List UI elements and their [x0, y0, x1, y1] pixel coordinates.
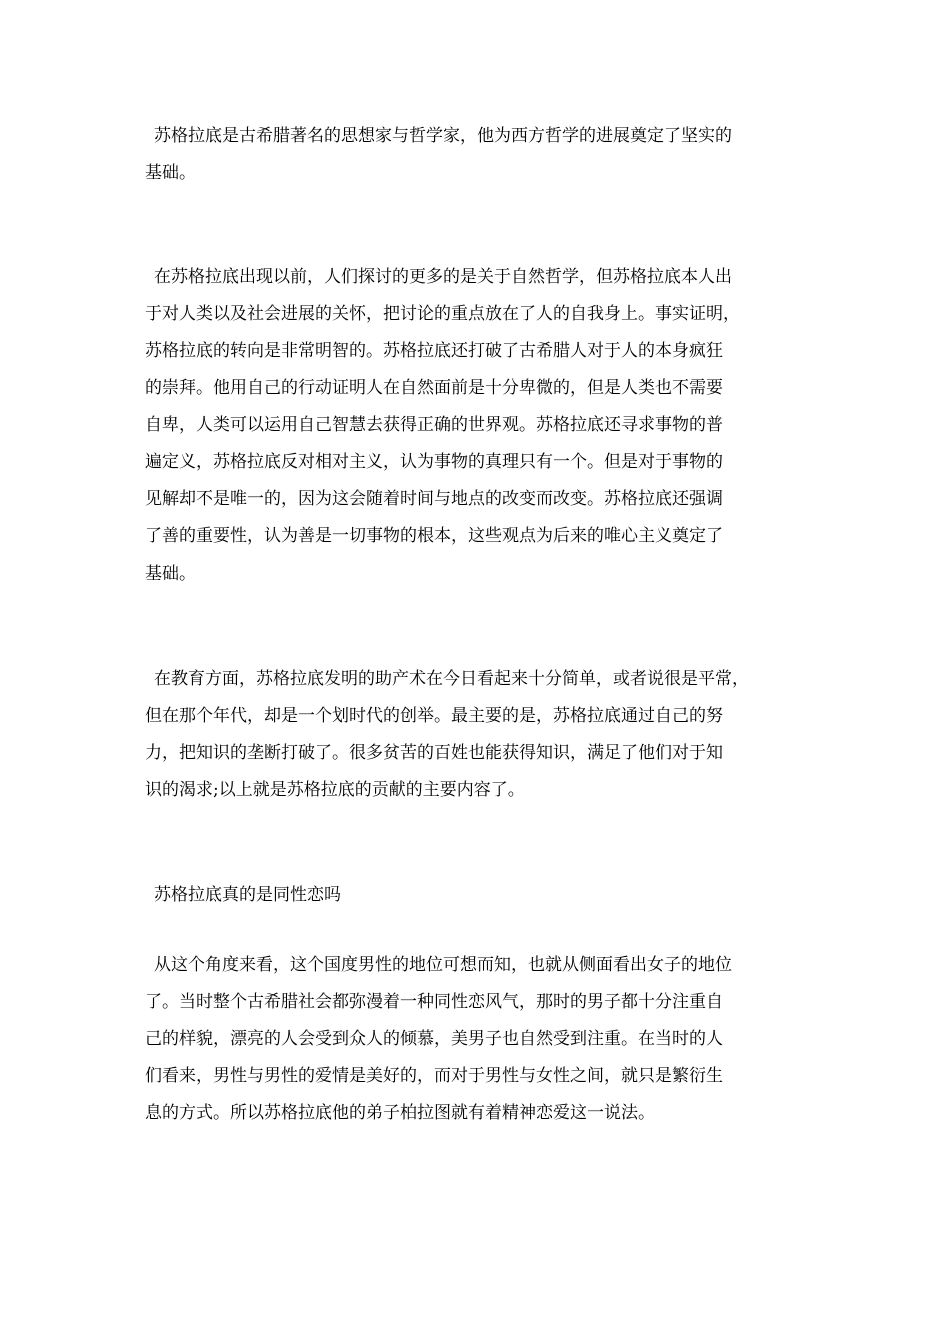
text-line: 了善的重要性，认为善是一切事物的根本，这些观点为后来的唯心主义奠定了: [145, 526, 723, 546]
text-line: 见解却不是唯一的，因为这会随着时间与地点的改变而改变。苏格拉底还强调: [145, 489, 723, 509]
text-line: 基础。: [145, 163, 196, 183]
text-line: 的崇拜。他用自己的行动证明人在自然面前是十分卑微的，但是人类也不需要: [145, 378, 723, 398]
text-line: 从这个角度来看，这个国度男性的地位可想而知，也就从侧面看出女子的地位: [154, 955, 732, 975]
text-line: 苏格拉底是古希腊著名的思想家与哲学家，他为西方哲学的进展奠定了坚实的: [154, 126, 732, 146]
text-line: 自卑，人类可以运用自己智慧去获得正确的世界观。苏格拉底还寻求事物的普: [145, 415, 723, 435]
text-line: 力，把知识的垄断打破了。很多贫苦的百姓也能获得知识，满足了他们对于知: [145, 743, 723, 763]
text-line: 识的渴求;以上就是苏格拉底的贡献的主要内容了。: [145, 780, 525, 800]
text-line: 遍定义，苏格拉底反对相对主义，认为事物的真理只有一个。但是对于事物的: [145, 452, 723, 472]
text-line: 在教育方面，苏格拉底发明的助产术在今日看起来十分简单，或者说很是平常，: [154, 669, 749, 689]
text-line: 基础。: [145, 564, 196, 584]
text-line: 了。当时整个古希腊社会都弥漫着一种同性恋风气，那时的男子都十分注重自: [145, 992, 723, 1012]
text-line: 们看来，男性与男性的爱情是美好的，而对于男性与女性之间，就只是繁衍生: [145, 1066, 723, 1086]
text-line: 苏格拉底的转向是非常明智的。苏格拉底还打破了古希腊人对于人的本身疯狂: [145, 341, 723, 361]
text-line: 在苏格拉底出现以前，人们探讨的更多的是关于自然哲学，但苏格拉底本人出: [154, 267, 732, 287]
text-line: 于对人类以及社会进展的关怀，把讨论的重点放在了人的自我身上。事实证明，: [145, 304, 740, 324]
text-line: 己的样貌，漂亮的人会受到众人的倾慕，美男子也自然受到注重。在当时的人: [145, 1029, 723, 1049]
text-line: 息的方式。所以苏格拉底他的弟子柏拉图就有着精神恋爱这一说法。: [145, 1103, 655, 1123]
heading-text: 苏格拉底真的是同性恋吗: [154, 885, 341, 905]
text-line: 但在那个年代，却是一个划时代的创举。最主要的是，苏格拉底通过自己的努: [145, 706, 723, 726]
